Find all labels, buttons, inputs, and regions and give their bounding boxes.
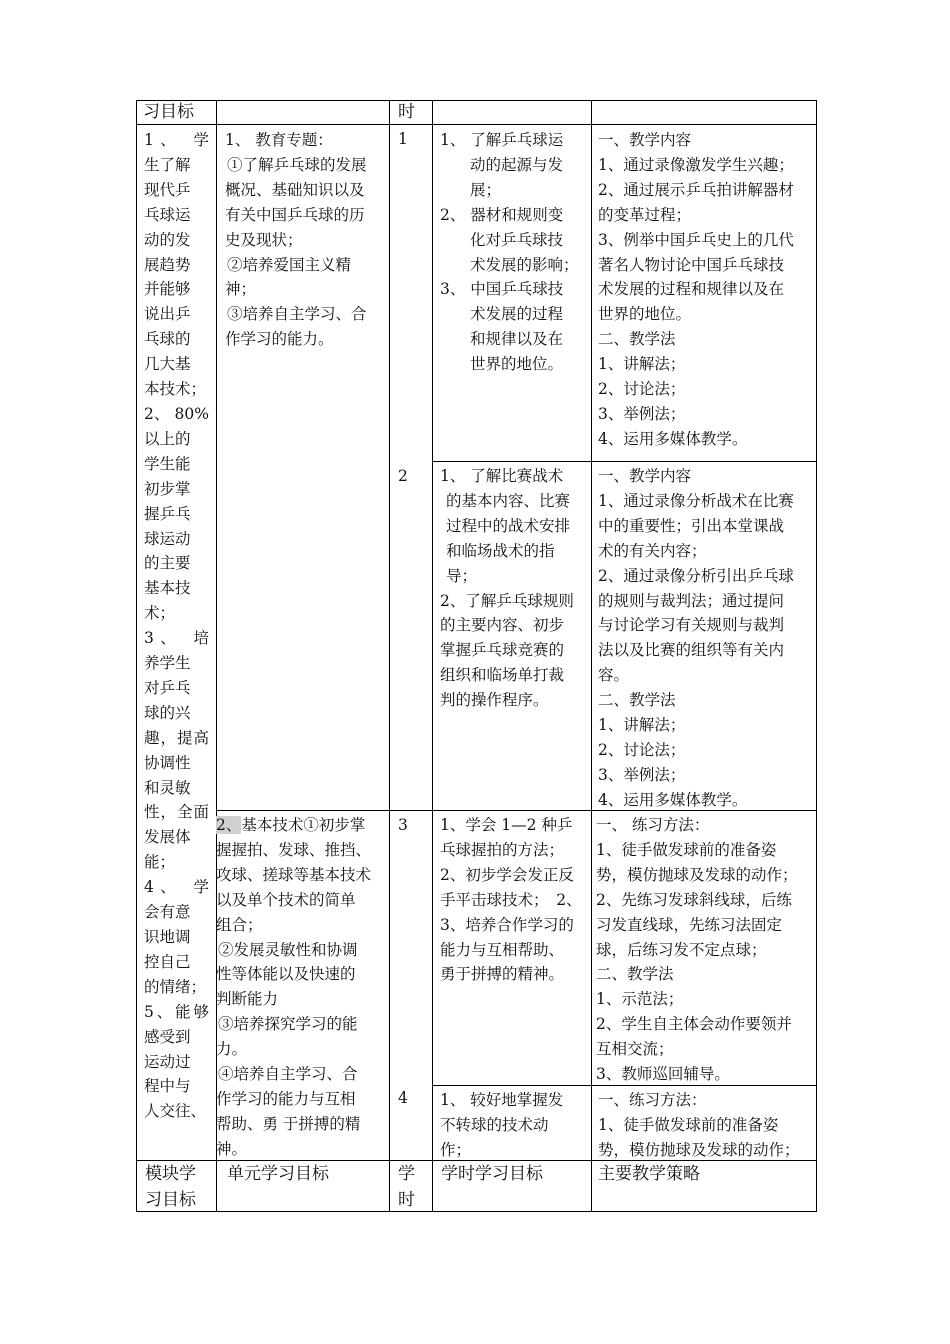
lesson-objective-line: 和规律以及在 — [470, 330, 564, 349]
strategy-line: 势，模仿抛球及发球的动作； — [598, 1140, 800, 1159]
module-objective-line: 感受到 — [144, 1027, 191, 1046]
header-teaching-strategy: 主要教学策略 — [598, 1164, 700, 1184]
module-objective-line: 协调性 — [144, 753, 191, 772]
module-objective-line: 运动过 — [144, 1052, 191, 1071]
unit-objective-line: 有关中国乒乓球的历 — [225, 205, 365, 224]
top-header-hours: 时 — [398, 102, 415, 122]
lesson-objective-line: 1、 了解乒乓球运 — [440, 131, 564, 149]
unit-objective-line: ③培养探究学习的能 — [218, 1015, 358, 1034]
module-objective-line: 乓球的 — [144, 330, 191, 349]
module-objective-line: 术； — [144, 604, 176, 623]
module-objective-line: 球运动 — [144, 529, 191, 548]
column-divider — [389, 100, 390, 1212]
unit-objectives-1 — [225, 128, 385, 352]
strategy-line: 3、举例法； — [598, 765, 686, 784]
module-objective-line: 程中与 — [144, 1077, 191, 1096]
lesson-objective-line: 和临场战术的指 — [446, 541, 555, 560]
header-unit-objectives: 单元学习目标 — [227, 1164, 329, 1184]
row-divider — [432, 461, 817, 462]
lesson-number-3: 3 — [398, 816, 408, 834]
module-objective-line: 学生能 — [144, 454, 191, 473]
header-line: 模块学 — [145, 1164, 196, 1184]
strategy-line: 世界的地位。 — [598, 305, 692, 324]
module-objective-line: 以上的 — [144, 429, 191, 448]
lesson-objective-line: 展； — [470, 180, 502, 199]
lesson-number-2: 2 — [398, 467, 408, 485]
strategy-line: 2、通过展示乒乓拍讲解器材 — [598, 180, 794, 199]
unit-objective-line: 判断能力 — [216, 990, 279, 1009]
strategy-line: 3、教师巡回辅导。 — [596, 1065, 730, 1084]
strategy-line: 2、学生自主体会动作要领并 — [596, 1015, 792, 1034]
module-objective-line: 初步掌 — [144, 479, 191, 498]
lesson-number-4: 4 — [398, 1089, 408, 1107]
unit-objective-line: ②发展灵敏性和协调 — [218, 940, 358, 959]
strategy-line: 2、讨论法； — [598, 740, 686, 759]
module-objective-line: 会有意 — [144, 903, 191, 922]
header-hours — [398, 1161, 415, 1213]
lesson-objective-line: 1、 较好地掌握发 — [440, 1091, 564, 1109]
strategy-line: 3、举例法； — [598, 404, 686, 423]
strategy-line: 一、教学内容 — [598, 467, 692, 485]
module-objective-line: 能； — [144, 853, 176, 872]
module-objective-line: 养学生 — [144, 654, 191, 673]
lesson-objective-line: 组织和临场单打裁 — [440, 666, 565, 685]
lesson-objective-line: 过程中的战术安排 — [446, 516, 571, 535]
unit-objective-line: 作学习的能力。 — [225, 330, 334, 349]
lesson-objective-line: 2、了解乒乓球规则 — [440, 591, 574, 610]
strategy-line: 1、讲解法； — [598, 355, 686, 374]
module-objective-line: 发展体 — [144, 828, 191, 847]
unit-objective-line: 握握拍、发球、推挡、 — [216, 840, 372, 859]
module-objective-line: 人交往、 — [144, 1102, 207, 1121]
strategy-line: 习发直线球，先练习法固定 — [596, 915, 783, 934]
unit-objective-line: 组合； — [216, 915, 263, 934]
strategy-line: 势，模仿抛球及发球的动作； — [596, 865, 798, 884]
lesson-objective-line: 术发展的影响； — [470, 255, 579, 274]
unit-objective-line: 1、 教育专题： — [225, 131, 333, 149]
lesson-objectives-3 — [440, 813, 590, 987]
strategy-line: 1、徒手做发球前的准备姿 — [596, 840, 777, 859]
module-objective-line: 球的兴 — [144, 703, 191, 722]
module-objective-line: 生了解 — [144, 155, 191, 174]
strategy-line: 容。 — [598, 666, 630, 685]
unit-objective-line: 神。 — [216, 1139, 248, 1158]
module-objective-line: 动的发 — [144, 230, 191, 249]
strategy-line: 术发展的过程和规律以及在 — [598, 280, 785, 299]
strategy-line: 术的有关内容； — [598, 541, 707, 560]
teaching-strategy-4 — [598, 1088, 813, 1163]
strategy-line: 4、运用多媒体教学。 — [598, 429, 748, 448]
lesson-objective-line: 1、学会 1—2 种乒 — [440, 816, 573, 834]
module-objective-line: 展趋势 — [144, 255, 191, 274]
strategy-line: 中的重要性；引出本堂课战 — [598, 516, 785, 535]
strategy-line: 法以及比赛的组织等有关内 — [598, 641, 785, 660]
strategy-line: 1、通过录像分析战术在比赛 — [598, 491, 794, 510]
lesson-objective-line: 世界的地位。 — [470, 355, 564, 374]
column-divider — [432, 100, 433, 1212]
strategy-line: 1、徒手做发球前的准备姿 — [598, 1115, 779, 1134]
unit-objective-line: 史及现状； — [225, 230, 303, 249]
module-objective-line: 乓球运 — [144, 205, 191, 224]
module-objective-line: 的情绪； — [144, 977, 207, 996]
module-objective-line: 基本技 — [144, 579, 191, 598]
strategy-line: 3、例举中国乒乓史上的几代 — [598, 230, 794, 249]
lesson-objective-line: 2、 器材和规则变 — [440, 205, 564, 224]
unit2-first-line: 基本技术①初步掌 — [241, 816, 366, 834]
teaching-strategy-2 — [598, 464, 813, 813]
teaching-strategy-3 — [596, 813, 815, 1087]
module-objective-line: 几大基 — [144, 355, 191, 374]
strategy-line: 一、练习方法： — [598, 1091, 707, 1109]
module-objective-line: 的主要 — [144, 554, 191, 573]
lesson-objective-line: 手平击球技术； 2、 — [440, 890, 582, 909]
column-divider — [591, 100, 592, 1212]
module-objective-line: 1、 学 — [144, 131, 209, 149]
header-module-objectives — [145, 1161, 213, 1213]
strategy-line: 二、教学法 — [596, 965, 674, 984]
unit-objective-line: 攻球、搓球等基本技术 — [216, 865, 372, 884]
module-objective-line: 3、 培 — [144, 629, 209, 648]
strategy-line: 1、示范法； — [596, 990, 684, 1009]
row-divider — [136, 124, 817, 125]
module-objective-line: 本技术； — [144, 380, 207, 399]
module-objective-line: 握乒乓 — [144, 504, 191, 523]
unit-objective-line: ④培养自主学习、合 — [218, 1065, 358, 1084]
lesson-objective-line: 3、培养合作学习的 — [440, 915, 574, 934]
module-objectives — [144, 128, 209, 1124]
strategy-line: 球，后练习发不定点球； — [596, 940, 767, 959]
unit-objective-line: 作学习的能力与互相 — [216, 1089, 356, 1108]
unit-objective-line: ②培养爱国主义精 — [227, 255, 352, 274]
lesson-objective-line: 乓球握拍的方法； — [440, 840, 565, 859]
module-objective-line: 性，全面 — [144, 803, 209, 822]
lesson-objective-line: 2、初步学会发正反 — [440, 865, 574, 884]
highlighted-number: 2、 — [216, 816, 242, 834]
top-header-module-objectives: 习目标 — [143, 102, 194, 122]
lesson-objective-line: 作； — [440, 1140, 472, 1159]
strategy-line: 二、教学法 — [598, 330, 676, 349]
teaching-strategy-1 — [598, 128, 813, 452]
lesson-objectives-2 — [440, 464, 584, 713]
strategy-line: 1、讲解法； — [598, 716, 686, 735]
module-objective-line: 现代乒 — [144, 180, 191, 199]
strategy-line: 著名人物讨论中国乒乓球技 — [598, 255, 785, 274]
lesson-objective-line: 掌握乒乓球竞赛的 — [440, 641, 565, 660]
strategy-line: 4、运用多媒体教学。 — [598, 790, 748, 809]
module-objective-line: 5、能够 — [144, 1002, 209, 1021]
lesson-objective-line: 的基本内容、比赛 — [446, 491, 571, 510]
unit-objective-line: 概况、基础知识以及 — [225, 180, 365, 199]
module-objective-line: 说出乒 — [144, 305, 191, 324]
unit-objective-line: ③培养自主学习、合 — [227, 305, 367, 324]
strategy-line: 的变革过程； — [598, 205, 692, 224]
strategy-line: 一、 练习方法： — [596, 816, 710, 834]
unit-objective-line: 神； — [225, 280, 257, 299]
module-objective-line: 控自己 — [144, 952, 191, 971]
lesson-objectives-1 — [440, 128, 584, 377]
unit-objective-line: 帮助、勇 于拼搏的精 — [216, 1114, 361, 1133]
lesson-objective-line: 能力与互相帮助、 — [440, 940, 565, 959]
lesson-objective-line: 术发展的过程 — [470, 305, 564, 324]
header-lesson-objectives: 学时学习目标 — [441, 1164, 543, 1184]
strategy-line: 一、教学内容 — [598, 131, 692, 149]
strategy-line: 2、讨论法； — [598, 380, 686, 399]
module-objective-line: 和灵敏 — [144, 778, 191, 797]
unit-objective-line: 性等体能以及快速的 — [216, 965, 356, 984]
lesson-objective-line: 判的操作程序。 — [440, 691, 549, 710]
header-line: 时 — [398, 1190, 415, 1210]
module-objective-line: 趣，提高 — [144, 728, 209, 747]
lesson-objectives-4 — [440, 1088, 584, 1163]
module-objective-line: 识地调 — [144, 928, 191, 946]
lesson-objective-line: 勇于拼搏的精神。 — [440, 965, 565, 984]
lesson-objective-line: 1、 了解比赛战术 — [440, 467, 564, 485]
header-line: 习目标 — [145, 1190, 196, 1210]
lesson-objective-line: 3、 中国乒乓球技 — [440, 280, 564, 299]
module-objective-line: 2、 80% — [144, 404, 209, 423]
strategy-line: 互相交流； — [596, 1040, 674, 1059]
strategy-line: 与讨论学习有关规则与裁判 — [598, 616, 785, 635]
header-line: 学 — [398, 1164, 415, 1184]
module-objective-line: 对乒乓 — [144, 678, 191, 697]
strategy-line: 1、通过录像激发学生兴趣； — [598, 155, 794, 174]
lesson-objective-line: 导； — [446, 566, 478, 585]
unit-objective-line: 以及单个技术的简单 — [216, 890, 356, 909]
strategy-line: 2、通过录像分析引出乒乓球 — [598, 566, 794, 585]
strategy-line: 的规则与裁判法；通过提问 — [598, 591, 785, 610]
unit-objective-line: ①了解乒乓球的发展 — [227, 155, 367, 174]
module-objective-line: 并能够 — [144, 280, 191, 299]
lesson-objective-line: 动的起源与发 — [470, 155, 564, 174]
unit-objectives-2 — [216, 813, 386, 1162]
lesson-objective-line: 的主要内容、初步 — [440, 616, 565, 635]
strategy-line: 二、教学法 — [598, 691, 676, 710]
unit-objective-line: 力。 — [216, 1040, 248, 1059]
lesson-objective-line: 化对乒乓球技 — [470, 230, 564, 249]
strategy-line: 2、先练习发球斜线球，后练 — [596, 890, 792, 909]
lesson-objective-line: 不转球的技术动 — [440, 1115, 549, 1134]
lesson-number-1: 1 — [398, 130, 408, 148]
module-objective-line: 4、 学 — [144, 878, 209, 897]
